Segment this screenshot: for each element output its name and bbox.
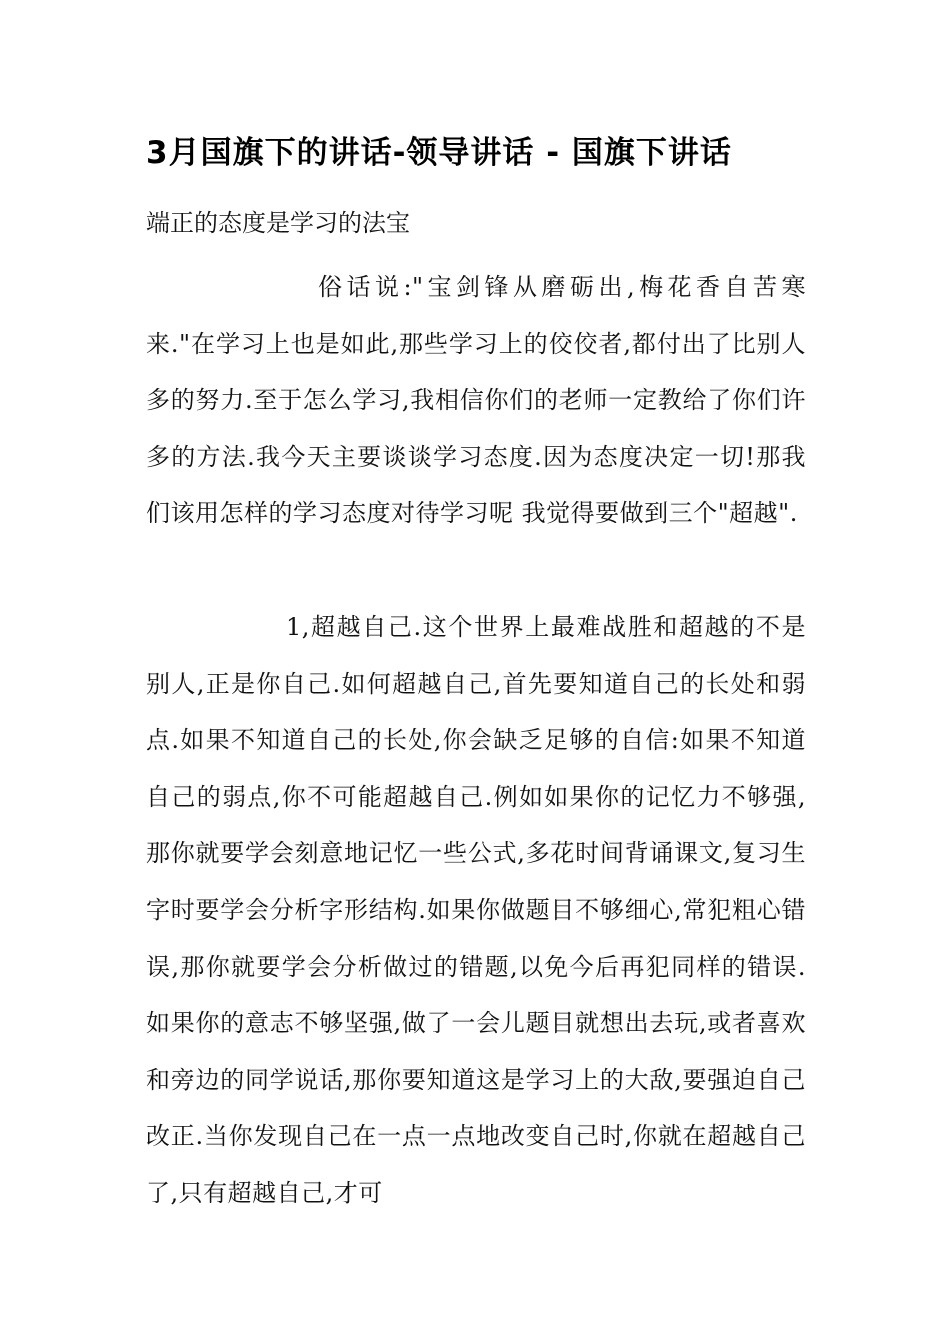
paragraph-intro: 俗话说:"宝剑锋从磨砺出,梅花香自苦寒来."在学习上也是如此,那些学习上的佼佼者,都付出了比别人多的努力.至于怎么学习,我相信你们的老师一定教给了你们许多的方法.我今天主要谈谈学习态度.因为态度决定一切!那我们该用怎样的学习态度对待学习呢 我觉得要做到三个"超越". bbox=[146, 273, 806, 528]
document-subtitle: 端正的态度是学习的法宝 bbox=[146, 209, 410, 237]
paragraph-surpass-self: 1,超越自己.这个世界上最难战胜和超越的不是别人,正是你自己.如何超越自己,首先要知道自己的长处和弱点.如果不知道自己的长处,你会缺乏足够的自信:如果不知道自己的弱点,你不可能超越自己.例如如果你的记忆力不够强,那你就要学会刻意地记忆一些公式,多花时间背诵课文,复习生字时要学会分析字形结构.如果你做题目不够细心,常犯粗心错误,那你就要学会分析做过的错题,以免今后再犯同样的错误.如果你的意志不够坚强,做了一会儿题目就想出去玩,或者喜欢和旁边的同学说话,那你要知道这是学习上的大敌,要强迫自己改正.当你发现自己在一点一点地改变自己时,你就在超越自己了,只有超越自己,才可 bbox=[146, 613, 806, 1207]
document-title: 3月国旗下的讲话-领导讲话 - 国旗下讲话 bbox=[146, 135, 732, 171]
